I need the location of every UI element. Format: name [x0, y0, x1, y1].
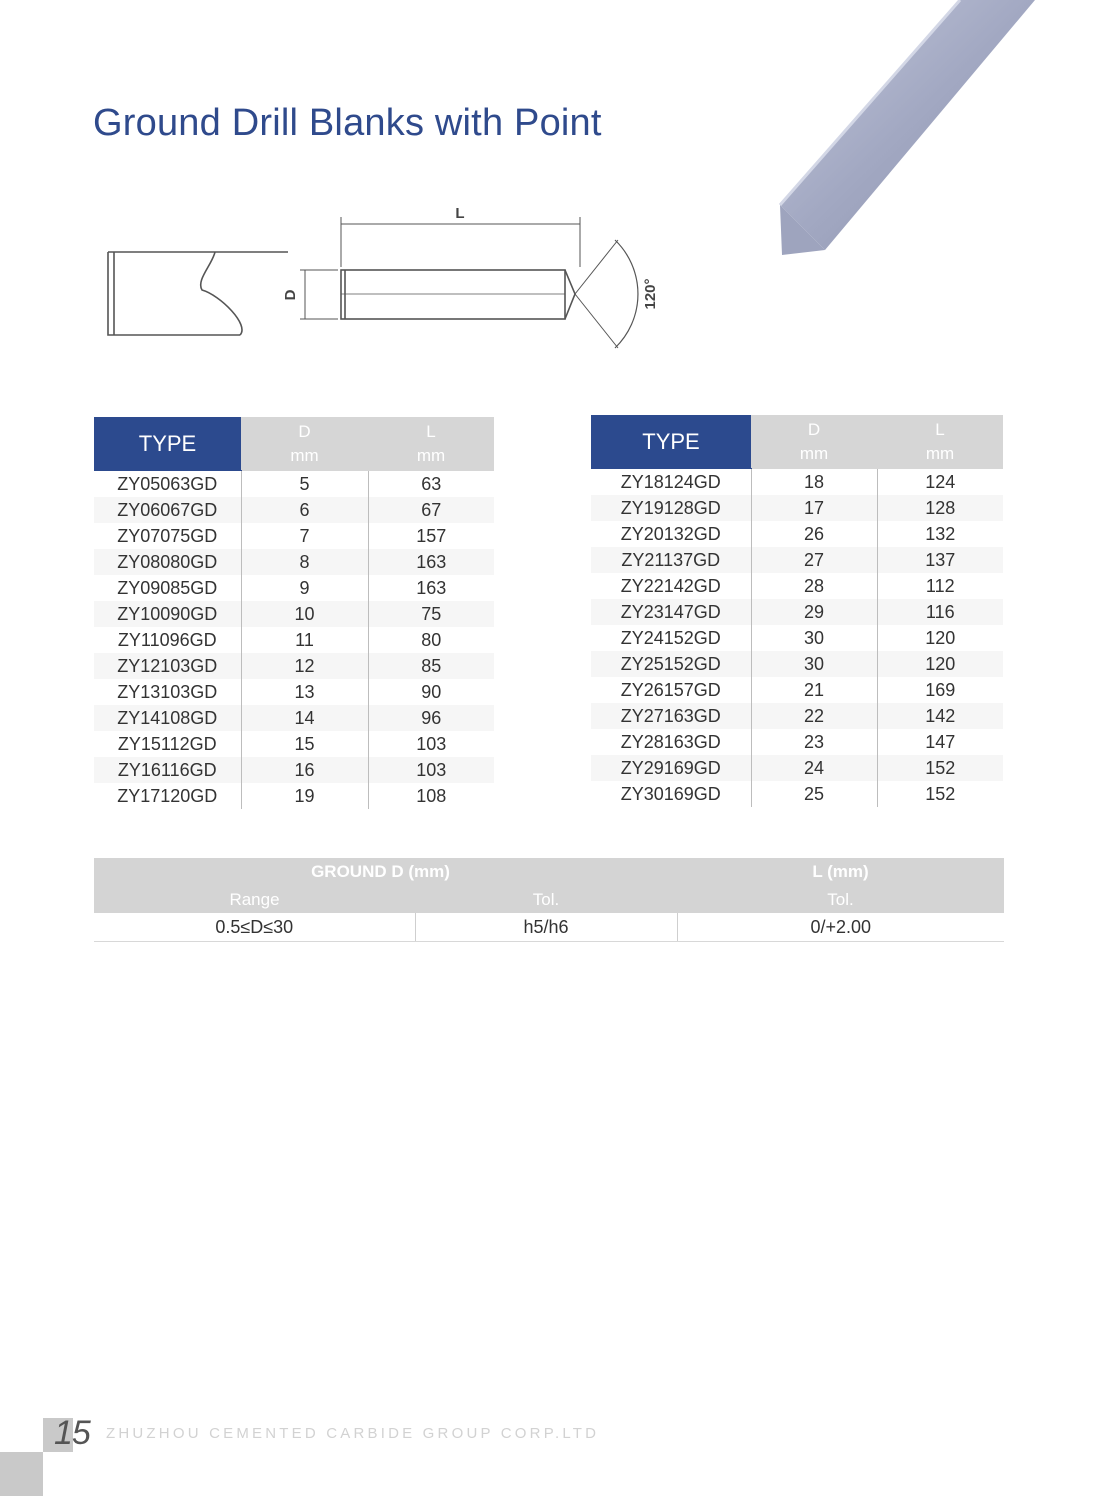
table-row	[591, 677, 1003, 703]
d-cell: 16	[241, 757, 368, 783]
header-d: D mm	[751, 415, 877, 469]
l-cell: 112	[925, 576, 955, 596]
table-row	[94, 497, 494, 523]
l-cell: 142	[877, 703, 1003, 729]
d-cell: 26	[751, 521, 877, 547]
header-l: L mm	[877, 415, 1003, 469]
type-cell: ZY17120GD	[117, 786, 218, 806]
l-cell: 132	[925, 524, 956, 544]
l-cell: 147	[925, 732, 956, 752]
l-cell: 63	[421, 473, 442, 494]
d-cell: 8	[241, 549, 368, 575]
type-cell: ZY18124GD	[620, 472, 721, 492]
d-cell: 15	[241, 731, 368, 757]
label-angle: 120°	[642, 278, 659, 310]
footer-bar	[0, 1452, 43, 1496]
page-number: 15	[54, 1414, 90, 1452]
l-cell: 80	[421, 630, 442, 650]
header-l-tol: Tol.	[677, 886, 1004, 913]
spec-table-left	[94, 417, 494, 809]
table-row	[94, 575, 494, 601]
table-row	[591, 521, 1003, 547]
type-cell: ZY05063GD	[117, 474, 218, 494]
table-row	[591, 703, 1003, 729]
table-row	[591, 755, 1003, 781]
type-cell: ZY07075GD	[117, 526, 218, 546]
l-cell: 152	[925, 784, 956, 804]
table-row	[591, 651, 1003, 677]
table-row	[94, 601, 494, 627]
header-ground-d: GROUND D (mm)	[94, 858, 677, 886]
type-cell: ZY26157GD	[620, 680, 721, 700]
d-cell: 14	[241, 705, 368, 731]
page-title: Ground Drill Blanks with Point	[93, 102, 602, 144]
table-row	[94, 679, 494, 705]
dimension-diagram	[100, 195, 680, 365]
table-row	[94, 913, 1004, 942]
d-cell: 25	[751, 781, 877, 807]
l-cell: 96	[368, 705, 494, 731]
table-row	[591, 573, 1003, 599]
l-cell: 103	[416, 734, 447, 754]
range-value: 0.5≤D≤30	[94, 913, 415, 942]
table-row	[591, 599, 1003, 625]
l-cell: 103	[368, 757, 494, 783]
type-cell: ZY25152GD	[591, 651, 751, 677]
company-name: ZHUZHOU CEMENTED CARBIDE GROUP CORP.LTD	[106, 1425, 600, 1442]
l-cell: 90	[421, 682, 442, 702]
type-cell: ZY29169GD	[591, 755, 751, 781]
type-cell: ZY24152GD	[620, 628, 721, 648]
l-cell: 128	[877, 495, 1003, 521]
table-row	[591, 625, 1003, 651]
header-type: TYPE	[94, 417, 241, 471]
d-cell: 24	[751, 755, 877, 781]
l-cell: 124	[925, 471, 956, 492]
table-row	[94, 783, 494, 809]
d-cell: 21	[751, 677, 877, 703]
table-row	[94, 523, 494, 549]
l-cell: 163	[416, 578, 447, 598]
tolerance-table	[94, 858, 1004, 942]
header-l-mm: L (mm)	[677, 858, 1004, 886]
l-cell: 75	[368, 601, 494, 627]
type-cell: ZY23147GD	[591, 599, 751, 625]
type-cell: ZY22142GD	[620, 576, 721, 596]
l-cell: 163	[368, 549, 494, 575]
l-cell: 120	[877, 651, 1003, 677]
l-cell: 67	[368, 497, 494, 523]
d-cell: 5	[241, 471, 368, 498]
d-cell: 28	[751, 573, 877, 599]
type-cell: ZY21137GD	[591, 547, 751, 573]
l-cell: 157	[416, 526, 447, 546]
table-row	[94, 757, 494, 783]
table-row	[94, 471, 494, 498]
table-row	[94, 731, 494, 757]
table-row	[94, 705, 494, 731]
drill-blank-image	[770, 0, 1070, 270]
type-cell: ZY15112GD	[117, 734, 217, 754]
table-row	[591, 547, 1003, 573]
header-range: Range	[94, 886, 415, 913]
type-cell: ZY27163GD	[591, 703, 751, 729]
d-cell: 30	[751, 625, 877, 651]
type-cell: ZY09085GD	[117, 578, 218, 598]
d-cell: 19	[241, 783, 368, 809]
type-cell: ZY20132GD	[620, 524, 721, 544]
header-type: TYPE	[591, 415, 751, 469]
l-cell: 108	[416, 786, 447, 806]
type-cell: ZY28163GD	[620, 732, 721, 752]
type-cell: ZY19128GD	[591, 495, 751, 521]
label-l: L	[455, 205, 465, 222]
d-cell: 27	[751, 547, 877, 573]
d-cell: 11	[241, 627, 368, 653]
type-cell: ZY13103GD	[117, 682, 218, 702]
d-cell: 29	[751, 599, 877, 625]
header-d: D mm	[241, 417, 368, 471]
d-cell: 12	[241, 653, 368, 679]
d-cell: 9	[241, 575, 368, 601]
table-row	[94, 549, 494, 575]
type-cell: ZY06067GD	[94, 497, 241, 523]
type-cell: ZY08080GD	[94, 549, 241, 575]
type-cell: ZY12103GD	[94, 653, 241, 679]
l-tolerance-value: 0/+2.00	[677, 913, 1004, 942]
l-cell: 116	[877, 599, 1003, 625]
type-cell: ZY16116GD	[94, 757, 241, 783]
d-tolerance-value: h5/h6	[415, 913, 677, 942]
spec-table-right	[591, 415, 1003, 807]
table-row	[591, 495, 1003, 521]
table-row	[94, 653, 494, 679]
table-row	[591, 729, 1003, 755]
l-cell: 137	[877, 547, 1003, 573]
type-cell: ZY14108GD	[94, 705, 241, 731]
l-cell: 120	[925, 628, 956, 648]
d-cell: 30	[751, 651, 877, 677]
header-l: L mm	[368, 417, 494, 471]
l-cell: 85	[368, 653, 494, 679]
d-cell: 10	[241, 601, 368, 627]
type-cell: ZY30169GD	[620, 784, 721, 804]
table-row	[591, 781, 1003, 807]
d-cell: 6	[241, 497, 368, 523]
type-cell: ZY10090GD	[94, 601, 241, 627]
d-cell: 7	[241, 523, 368, 549]
table-row	[94, 627, 494, 653]
type-cell: ZY11096GD	[117, 630, 217, 650]
d-cell: 17	[751, 495, 877, 521]
table-row	[591, 469, 1003, 496]
label-d: D	[282, 289, 299, 301]
l-cell: 152	[877, 755, 1003, 781]
header-d-tol: Tol.	[415, 886, 677, 913]
d-cell: 18	[751, 469, 877, 496]
d-cell: 23	[751, 729, 877, 755]
d-cell: 22	[751, 703, 877, 729]
l-cell: 169	[925, 680, 956, 700]
d-cell: 13	[241, 679, 368, 705]
